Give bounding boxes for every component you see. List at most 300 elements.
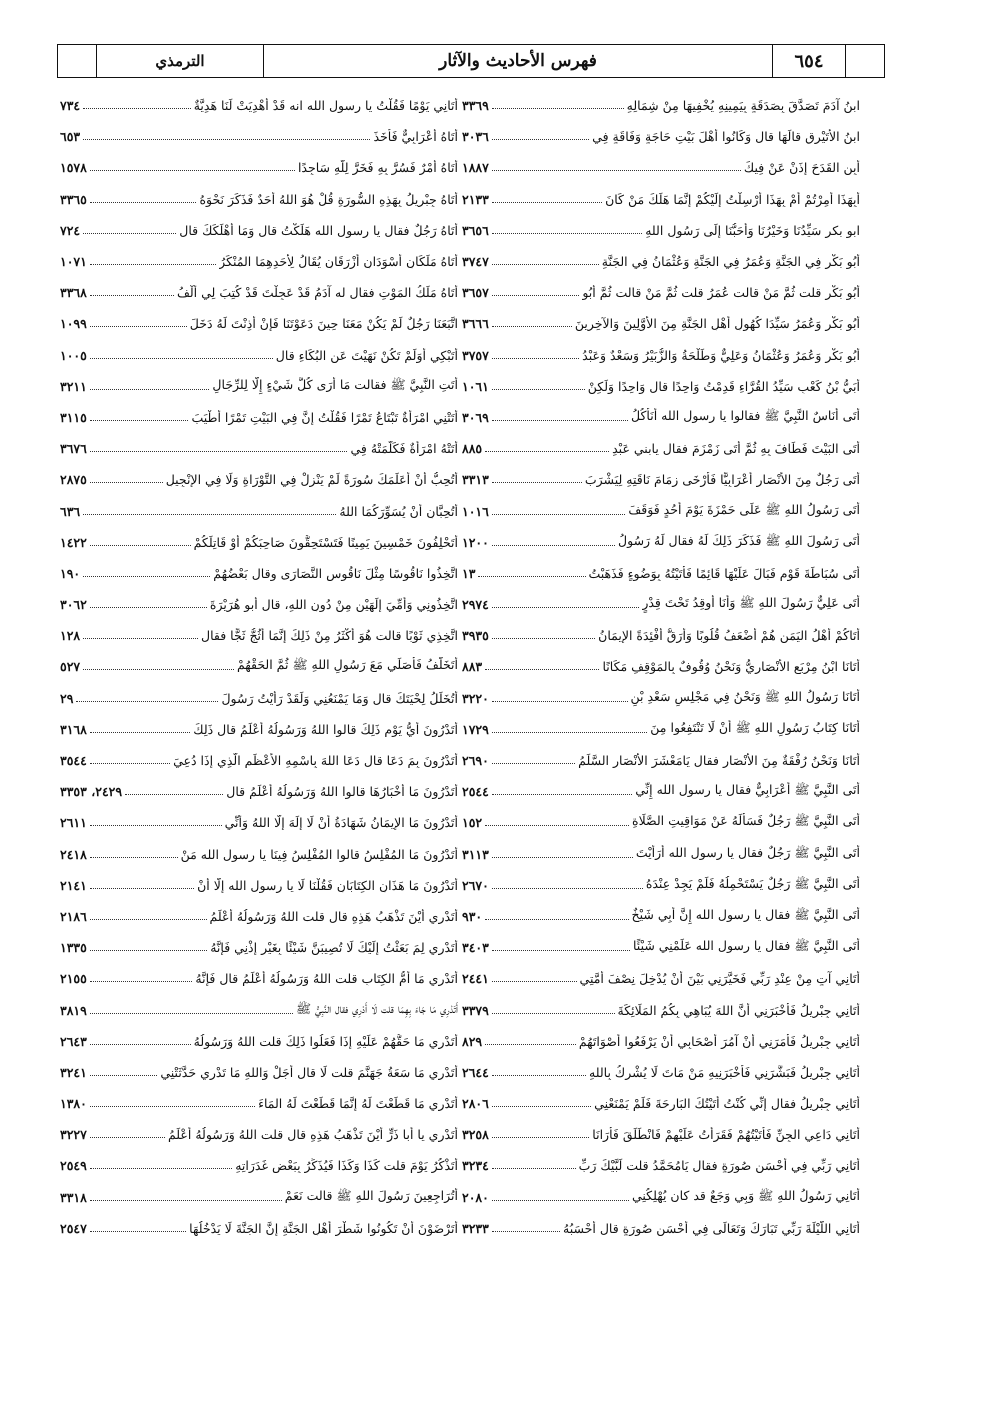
hadith-number: ٣٥٤٤: [60, 753, 87, 769]
hadith-incipit: أَتَى أُنَاسٌ النَّبِيَّ ﷺ فقالوا يا رسول الله أَنَأْكُلُ: [630, 407, 860, 423]
hadith-incipit: أَتَدْرِي أَيْنَ تَذْهَبُ هَذِهِ قال قلت اللهُ وَرَسُولُهُ أَعْلَمُ: [209, 908, 458, 924]
index-entry: [462, 901, 860, 932]
index-entry: [462, 1182, 860, 1213]
hadith-number: ٣٢٢٧: [60, 1127, 87, 1143]
hadith-number: ٣٦٧٦: [60, 441, 87, 457]
hadith-incipit: أَتَدْرُونَ أَيُّ يَوْمٍ ذَلِكَ قالوا اللهُ وَرَسُولُهُ أَعْلَمُ قال ذَلِكَ: [193, 721, 458, 737]
page-title: فهرس الأحاديث والآثار: [264, 45, 773, 77]
hadith-number: ١٠٠٥: [60, 347, 87, 363]
index-entry: [60, 1026, 458, 1057]
hadith-number: ٣٢١١: [60, 378, 87, 394]
dot-leader: [492, 888, 643, 889]
index-entry: [462, 495, 860, 526]
hadith-number: ٢٤١٨: [60, 846, 87, 862]
hadith-number: ٣٤٠٣: [462, 940, 489, 956]
index-entry: [60, 340, 458, 371]
hadith-number: ٢٨٧٥: [60, 472, 87, 488]
hadith-incipit: أَبُو بَكْرٍ وَعُمَرُ وَعُثْمَانُ وَعَلِيٌّ وَطَلْحَةُ وَالزُّبَيْرُ وَسَعْدٌ وَعَبْدُ: [582, 347, 860, 363]
hadith-number: ٣٢٣٣: [462, 1220, 489, 1236]
hadith-incipit: أَتَبْكِي أَوَلَمْ تَكُنْ نَهَيْتَ عَنِ البُكَاءِ قال: [275, 347, 458, 363]
index-entry: [462, 1213, 860, 1244]
dot-leader: [90, 732, 190, 733]
hadith-incipit: أَتَدْرِي مَا أُمُّ الكِتَابِ قلت اللهُ وَرَسُولُهُ أَعْلَمُ قال فَإِنَّهُ: [195, 971, 458, 987]
hadith-number: ٢٨٠٦: [462, 1096, 489, 1112]
index-entry: [462, 215, 860, 246]
hadith-number: ٣٣٦٨: [60, 285, 87, 301]
hadith-incipit: أَتُرَاجِعِينَ رَسُولَ اللهِ ﷺ قالت نَعَمْ: [284, 1187, 458, 1203]
index-entry: [60, 1213, 458, 1244]
hadith-incipit: أَتَدْرِي مَا قَطَعْتَ لَهُ إِنَّمَا قَطَعْتَ لَهُ المَاءَ: [258, 1096, 458, 1112]
hadith-incipit: أَتَحْلِفُونَ خَمْسِينَ يَمِينًا فَتَسْتَحِقُّونَ صَاحِبَكُمْ أَوْ قَاتِلَكُمْ: [193, 534, 458, 550]
index-entry: [60, 776, 458, 807]
dot-leader: [492, 732, 647, 733]
hadith-number: ٢٩: [60, 690, 74, 706]
dot-leader: [485, 669, 599, 670]
hadith-incipit: أَتَدْرِي مَا جَاءَ بِهِمَا قلت لَا أَدْرِي فقال النَّبِيُّ ﷺ: [295, 1000, 458, 1016]
hadith-number: ٢٦٧٠: [462, 877, 489, 893]
dot-leader: [90, 1168, 232, 1169]
index-entry: [60, 901, 458, 932]
dot-leader: [83, 576, 210, 577]
dot-leader: [492, 420, 628, 421]
hadith-incipit: أَتَذْكُرُ يَوْمَ قلت كَذَا وَكَذَا فَيُذَكِّرُ بِبَعْضِ غَدَرَاتِهِ: [235, 1158, 458, 1174]
hadith-number: ٢٤٤١: [462, 971, 489, 987]
index-entry: [462, 776, 860, 807]
hadith-number: ٢١٣٣: [462, 191, 489, 207]
dot-leader: [83, 669, 234, 670]
hadith-number: ١٠١٦: [462, 503, 489, 519]
index-entry: [60, 651, 458, 682]
hadith-number: ١٣: [462, 565, 476, 581]
hadith-number: ٣٣٧٩: [462, 1002, 489, 1018]
hadith-incipit: أَتَخَلَّفُ فَأُصَلِّي مَعَ رَسُولِ اللهِ ﷺ ثُمَّ الحَقْهُمْ: [236, 657, 458, 673]
hadith-incipit: ابنُ الأُتَيْرِقِ قالَهَا قال وَكَانُوا أَهْلَ بَيْتِ حَاجَةٍ وَفَاقَةٍ فِي: [592, 129, 860, 145]
dot-leader: [83, 638, 198, 639]
dot-leader: [492, 1013, 615, 1014]
dot-leader: [492, 108, 624, 109]
hadith-number: ٣٠٦٩: [462, 409, 489, 425]
hadith-number: ٢٦١١: [60, 815, 87, 831]
dot-leader: [492, 358, 579, 359]
hadith-incipit: أَبُو بَكْرٍ فِي الجَنَّةِ وَعُمَرُ فِي الجَنَّةِ وَعُثْمَانُ فِي الجَنَّةِ: [601, 254, 860, 270]
hadith-incipit: أَتَدْرُونَ مَا أَخْبَارُهَا قالوا اللهُ وَرَسُولُهُ أَعْلَمُ قال: [226, 784, 458, 800]
index-entry: [60, 402, 458, 433]
hadith-number: ١٢٠٠: [462, 534, 489, 550]
dot-leader: [492, 794, 632, 795]
dot-leader: [492, 170, 741, 171]
index-entry: [462, 932, 860, 963]
dot-leader: [90, 1200, 282, 1201]
hadith-incipit: أَتَدْرُونَ مَا الإِيمَانُ شَهَادَةُ أَنْ لَا إِلَهَ إِلَّا اللهُ وَأَنِّي: [224, 815, 458, 831]
dot-leader: [90, 919, 207, 920]
hadith-number: ٨٨٣: [462, 659, 483, 675]
hadith-number: ٢١٤١: [60, 877, 87, 893]
index-entry: [60, 152, 458, 183]
index-entry: [60, 308, 458, 339]
dot-leader: [76, 701, 218, 702]
dot-leader: [90, 264, 216, 265]
hadith-number: ٣١١٥: [60, 409, 87, 425]
hadith-incipit: أَتَى النَّبِيَّ ﷺ فقال يا رسول الله عَلِّمْنِي شَيْئًا: [633, 938, 860, 954]
hadith-incipit: أَتَاهُ مَلَكُ المَوْتِ فقال له آدَمُ قَدْ عَجِلْتَ قَدْ كُتِبَ لِي أَلْفُ: [176, 285, 458, 301]
hadith-number: ١٤٢٢: [60, 534, 87, 550]
hadith-number: ٣٠٦٢: [60, 597, 87, 613]
hadith-number: ٣٢٢٠: [462, 690, 489, 706]
hadith-number: ٢٠٨٠: [462, 1189, 489, 1205]
hadith-number: ٣٣٦٥: [60, 191, 87, 207]
index-entry: [60, 121, 458, 152]
hadith-incipit: أَتَتْهُ امْرَأَةٌ فَكَلَّمَتْهُ فِي: [350, 441, 458, 457]
hadith-incipit: أَتَى عَلِيٌّ رَسُولَ اللهِ ﷺ وَأَنَا أُوقِدُ تَحْتَ قِدْرٍ: [642, 595, 860, 611]
dot-leader: [492, 233, 642, 234]
index-entry: [462, 464, 860, 495]
hadith-number: ٣٢٥٨: [462, 1127, 489, 1143]
dot-leader: [492, 1200, 629, 1201]
dot-leader: [492, 264, 599, 265]
dot-leader: [125, 794, 223, 795]
dot-leader: [90, 1137, 165, 1138]
hadith-number: ٣٢٣٤: [462, 1158, 489, 1174]
hadith-incipit: أَبُو بَكْرٍ وَعُمَرُ سَيِّدَا كُهُولِ أَهْلِ الجَنَّةِ مِنَ الأَوَّلِينَ وَالآخِرِينَ: [574, 316, 860, 332]
hadith-incipit: أَتَرْضَوْنَ أَنْ تَكُونُوا شَطْرَ أَهْلِ الجَنَّةِ إِنَّ الجَنَّةَ لَا يَدْخُلُهَا: [189, 1220, 458, 1236]
index-entry: [462, 745, 860, 776]
hadith-incipit: أَتَاهُ مَلَكَانِ أَسْوَدَانِ أَزْرَقَانِ يُقَالُ لِأَحَدِهِمَا المُنْكَرُ: [219, 254, 458, 270]
hadith-incipit: أَتَتْنِي امْرَأَةٌ تَبْتَاعُ تَمْرًا فَقُلْتُ إِنَّ فِي البَيْتِ تَمْرًا أَطْيَبَ: [191, 409, 458, 425]
index-entry: [60, 932, 458, 963]
header-empty-cell-left: [58, 45, 97, 77]
hadith-incipit: أَتَانِي جِبْرِيلُ فَأَمَرَنِي أَنْ آمُرَ أَصْحَابِي أَنْ يَرْفَعُوا أَصْوَاتَهُمْ: [578, 1033, 860, 1049]
dot-leader: [90, 358, 273, 359]
dot-leader: [90, 295, 174, 296]
dot-leader: [492, 1231, 560, 1232]
index-entry: [60, 527, 458, 558]
dot-leader: [90, 1013, 293, 1014]
hadith-incipit: أَتَدْرِي مَا سَعَةُ جَهَنَّمَ قلت لَا قال أَجَلْ وَاللهِ مَا تَدْرِي حَدَّثَتْنِي: [160, 1064, 458, 1080]
dot-leader: [485, 451, 609, 452]
dot-leader: [90, 389, 210, 390]
index-entry: [462, 589, 860, 620]
hadith-number: ١٩٠: [60, 565, 81, 581]
hadith-incipit: أَتَانِي رَبِّي فِي أَحْسَنِ صُورَةٍ فقال يَامُحَمَّدُ قلت لَبَّيْكَ رَبِّ: [578, 1158, 860, 1174]
hadith-number: ١٨٨٧: [462, 160, 489, 176]
hadith-number: ٢١٨٦: [60, 908, 87, 924]
hadith-number: ٩٣٠: [462, 908, 483, 924]
hadith-incipit: اتَّخِذِي ثَوْبًا قالت هُوَ أَكْثَرُ مِنْ ذَلِكَ إِنَّمَا أَثُجُّ ثَجًّا فقال: [200, 628, 458, 644]
index-entry: [462, 121, 860, 152]
index-entry: [462, 839, 860, 870]
dot-leader: [90, 950, 207, 951]
index-entry: [462, 308, 860, 339]
dot-leader: [90, 857, 178, 858]
hadith-incipit: أُبَيُّ بْنُ كَعْبٍ سَيِّدُ القُرَّاءِ قَدِمْتُ وَاحِدًا قال وَاحِدًا وَلَكِنْ: [587, 378, 860, 394]
index-entry: [60, 589, 458, 620]
dot-leader: [90, 451, 348, 452]
hadith-incipit: أَتَاكُمْ أَهْلُ اليَمَنِ هُمْ أَضْعَفُ قُلُوبًا وَأَرَقُّ أَفْئِدَةً الإِيمَانُ: [598, 628, 860, 644]
index-entry: [60, 683, 458, 714]
hadith-incipit: أَتَاهُ أَعْرَابِيٌّ فَأَخَذَ: [373, 129, 458, 145]
hadith-number: ١٣٨٠: [60, 1096, 87, 1112]
hadith-number: ١٠٦١: [462, 378, 489, 394]
hadith-incipit: أَبِهَذَا أُمِرْتُمْ أَمْ بِهَذَا أُرْسِلْتُ إِلَيْكُمْ إِنَّمَا هَلَكَ مَنْ كَانَ: [605, 191, 860, 207]
hadith-number: ٣٩٣٥: [462, 628, 489, 644]
dot-leader: [83, 233, 176, 234]
index-entry: [60, 745, 458, 776]
index-entry: [462, 402, 860, 433]
dot-leader: [485, 1044, 576, 1045]
dot-leader: [492, 1137, 589, 1138]
hadith-incipit: اتَّخِذُونِي وَأُمِّيَ إِلَهَيْنِ مِنْ دُونِ اللهِ، قال أبو هُرَيْرَةَ: [209, 597, 458, 613]
hadith-incipit: أَتَدْرُونَ مَا هَذَانِ الكِتَابَانِ فَقُلْنَا لَا يا رسول الله إِلَّا أَنْ: [197, 877, 458, 893]
dot-leader: [90, 1044, 191, 1045]
dot-leader: [492, 638, 595, 639]
hadith-incipit: أَتَى النَّبِيَّ ﷺ رَجُلٌ فقال يا رسول الله أَرَأَيْتَ: [635, 844, 860, 860]
index-entry: [60, 90, 458, 121]
hadith-incipit: أَتَى سُبَاطَةَ قَوْمٍ فَبَالَ عَلَيْهَا قَائِمًا فَأَتَيْتُهُ بِوَضُوءٍ فَذَهَبْتُ: [588, 565, 860, 581]
dot-leader: [492, 857, 633, 858]
hadith-number: ٣٣٦٩: [462, 98, 489, 114]
dot-leader: [492, 482, 582, 483]
dot-leader: [492, 514, 626, 515]
hadith-number: ٣٨١٩: [60, 1002, 87, 1018]
index-entry: [60, 963, 458, 994]
hadith-incipit: أَتَى النَّبِيَّ ﷺ رَجُلٌ فَسَأَلَهُ عَنْ مَوَاقِيتِ الصَّلَاةِ: [632, 813, 860, 829]
hadith-number: ١٥٢: [462, 815, 483, 831]
index-entry: [462, 683, 860, 714]
hadith-incipit: أَتَانَا ابْنُ مِرْبَعٍ الأَنْصَارِيُّ وَنَحْنُ وُقُوفٌ بِالمَوْقِفِ مَكَانًا: [602, 659, 860, 675]
hadith-incipit: أَتَاهُ أَمْرٌ فَسُرَّ بِهِ فَخَرَّ لِلَّهِ سَاجِدًا: [297, 160, 458, 176]
book-name: الترمذي: [97, 45, 264, 77]
hadith-number: ٣٣١٨: [60, 1189, 87, 1205]
index-entry: [60, 1119, 458, 1150]
dot-leader: [492, 202, 602, 203]
hadith-incipit: أَتَانِي اللَّيْلَةَ رَبِّي تَبَارَكَ وَتَعَالَى فِي أَحْسَنِ صُورَةٍ قال أَحْسَبُهُ: [563, 1220, 860, 1236]
hadith-number: ٢٦٤٣: [60, 1033, 87, 1049]
dot-leader: [90, 1075, 158, 1076]
dot-leader: [83, 514, 336, 515]
hadith-incipit: أَتَانَا وَنَحْنُ رُفْقَةٌ مِنَ الأَنْصَارِ فقال يَامَعْشَرَ الأَنْصَارِ السَّلَمُ: [578, 753, 860, 769]
hadith-incipit: أَتَى النَّبِيَّ ﷺ أَعْرَابِيٌّ فقال يا رسول الله إِنِّي: [635, 782, 860, 798]
hadith-number: ٧٣٤: [60, 98, 81, 114]
index-entry: [60, 495, 458, 526]
hadith-incipit: أَتَانِي آتٍ مِنْ عِنْدِ رَبِّي فَخَيَّرَنِي بَيْنَ أَنْ يُدْخِلَ نِصْفَ أُمَّتِي: [579, 971, 860, 987]
dot-leader: [492, 981, 577, 982]
index-entry: [462, 527, 860, 558]
dot-leader: [90, 607, 207, 608]
hadith-number: ٣٧٤٧: [462, 254, 489, 270]
index-entry: [60, 620, 458, 651]
hadith-number: ١٣٣٥: [60, 940, 87, 956]
hadith-number: ٣٦٥٦: [462, 222, 489, 238]
index-entry: [462, 152, 860, 183]
index-entry: [462, 807, 860, 838]
hadith-number: ٣٢٤١: [60, 1064, 87, 1080]
hadith-incipit: أَتَاهُ جِبْرِيلُ بِهَذِهِ السُّورَةِ قُلْ هُوَ اللهُ أَحَدٌ فَذَكَرَ نَحْوَهُ: [199, 191, 458, 207]
hadith-incipit: أَبُو بَكْرٍ قلت ثُمَّ مَنْ قالت عُمَرُ قلت ثُمَّ مَنْ قالت ثُمَّ أَبُو: [582, 285, 860, 301]
hadith-incipit: اتَّخِذُوا نَاقُوسًا مِثْلَ نَاقُوسِ النَّصَارَى وقال بَعْضُهُمْ: [213, 565, 458, 581]
hadith-incipit: أَتُحِبُّ أَنْ أُعَلِّمَكَ سُورَةً لَمْ يَنْزِلْ فِي التَّوْرَاةِ وَلَا فِي الإِنْجِيلِ: [165, 472, 458, 488]
hadith-number: ٥٢٧: [60, 659, 81, 675]
hadith-incipit: أَتَدْرِي يا أبا ذَرٍّ أَيْنَ تَذْهَبُ هَذِهِ قال قلت اللهُ وَرَسُولُهُ أَعْلَمُ: [167, 1127, 458, 1143]
right-index-column: [462, 90, 860, 1244]
hadith-incipit: أَتَى رَسُولَ اللهِ ﷺ فَذَكَرَ ذَلِكَ لَهُ فقال لَهُ رَسُولُ: [618, 532, 860, 548]
dot-leader: [492, 763, 575, 764]
hadith-number: ٢٥٤٩: [60, 1158, 87, 1174]
hadith-incipit: أَتَدْرُونَ مَا المُفْلِسُ قالوا المُفْلِسُ فِينَا يا رسول الله مَنْ: [180, 846, 458, 862]
index-entry: [462, 1088, 860, 1119]
hadith-incipit: ابو بكر سَيِّدُنَا وَخَيْرُنَا وَأَحَبُّنَا إِلَى رَسُولِ اللهِ: [645, 222, 860, 238]
hadith-incipit: أَتُخَلِّلُ لِحْيَتَكَ قال وَمَا يَمْنَعُنِي وَلَقَدْ رَأَيْتُ رَسُولَ: [221, 690, 458, 706]
index-entry: [462, 1057, 860, 1088]
hadith-incipit: اتَّبَعَنَا رَجُلٌ لَمْ يَكُنْ مَعَنَا حِينَ دَعَوْتَنَا فَإِنْ أَذِنْتَ لَهُ دَخَلَ: [189, 316, 458, 332]
index-entry: [60, 1182, 458, 1213]
dot-leader: [90, 1106, 255, 1107]
hadith-incipit: أَتَانَا رَسُولُ اللهِ ﷺ وَنَحْنُ فِي مَجْلِسِ سَعْدِ بْنِ: [630, 688, 860, 704]
index-entry: [462, 994, 860, 1025]
dot-leader: [90, 981, 193, 982]
index-entry: [60, 371, 458, 402]
hadith-number: ١٧٢٩: [462, 721, 489, 737]
hadith-incipit: أَتَانِي جِبْرِيلُ فقال إِنِّي كُنْتُ أَتَيْتُكَ البَارِحَةَ فَلَمْ يَمْنَعْنِي: [594, 1096, 860, 1112]
index-entry: [60, 558, 458, 589]
index-entry: [60, 215, 458, 246]
index-entry: [462, 277, 860, 308]
dot-leader: [90, 202, 197, 203]
dot-leader: [492, 389, 585, 390]
index-entry: [60, 1088, 458, 1119]
hadith-incipit: أَتَانِي رَسُولُ اللهِ ﷺ وَبِي وَجَعٌ قد كان يُهْلِكُنِي: [631, 1187, 860, 1203]
dot-leader: [485, 919, 628, 920]
hadith-incipit: أَتُحِبَّانِ أَنْ يُسَوِّرَكُمَا اللهُ: [339, 503, 458, 519]
dot-leader: [83, 139, 370, 140]
index-entry: [462, 714, 860, 745]
dot-leader: [90, 825, 222, 826]
hadith-incipit: أَتَانِي يَوْمًا فَقُلْتُ يا رسول الله انه قَدْ أُهْدِيَتْ لَنَا هَدِيَّةٌ: [193, 98, 458, 114]
hadith-number: ٢٥٤٤: [462, 784, 489, 800]
hadith-number: ٣٦٦٦: [462, 316, 489, 332]
index-entry: [462, 1119, 860, 1150]
hadith-incipit: أَتَى النَّبِيَّ ﷺ فقال يا رسول الله إِنَّ أَبِي شَيْخٌ: [631, 906, 860, 922]
index-entry: [462, 651, 860, 682]
hadith-number: ٢١٥٥: [60, 971, 87, 987]
hadith-number: ١٢٨: [60, 628, 81, 644]
hadith-incipit: أَتَانَا كِتَابُ رَسُولِ اللهِ ﷺ أَنْ لَا تَنْتَفِعُوا مِنَ: [650, 719, 860, 735]
hadith-incipit: أَتَدْرِي مَا حَقُّهُمْ عَلَيْهِ إِذَا فَعَلُوا ذَلِكَ قلت اللهُ وَرَسُولُهُ: [193, 1033, 458, 1049]
index-entry: [60, 714, 458, 745]
page-number: ٦٥٤: [773, 45, 846, 77]
dot-leader: [90, 545, 191, 546]
hadith-incipit: أَتَى النَّبِيَّ ﷺ رَجُلٌ يَسْتَحْمِلُهُ فَلَمْ يَجِدْ عِنْدَهُ: [645, 875, 860, 891]
left-index-column: [60, 90, 458, 1244]
dot-leader: [492, 139, 589, 140]
dot-leader: [478, 576, 585, 577]
index-entry: [60, 839, 458, 870]
hadith-incipit: ابنُ آدَمَ تَصَدَّقَ بِصَدَقَةٍ بِيَمِينِهِ يُخْفِيهَا مِنْ شِمَالِهِ: [626, 98, 860, 114]
hadith-number: ٦٣٦: [60, 503, 81, 519]
hadith-number: ١٠٩٩: [60, 316, 87, 332]
dot-leader: [492, 295, 579, 296]
dot-leader: [492, 701, 628, 702]
hadith-incipit: أَتَاهُ رَجُلٌ فقال يا رسول الله هَلَكْتُ قال وَمَا أَهْلَكَكَ قال: [179, 222, 458, 238]
dot-leader: [90, 420, 189, 421]
index-entry: [462, 433, 860, 464]
page-header: [57, 44, 885, 78]
index-entry: [60, 807, 458, 838]
hadith-incipit: أَتَى رَسُولُ اللهِ ﷺ عَلَى حَمْزَةَ يَوْمَ أُحُدٍ فَوَقَفَ: [628, 501, 860, 517]
index-entry: [462, 558, 860, 589]
index-entry: [462, 340, 860, 371]
hadith-number: ٨٢٩: [462, 1033, 483, 1049]
hadith-number: ٢٦٤٤: [462, 1064, 489, 1080]
hadith-incipit: أَتَانِي جِبْرِيلُ فَبَشَّرَنِي فَأَخْبَرَنِيهِ مَنْ مَاتَ لَا يُشْرِكُ بِاللهِ: [589, 1064, 860, 1080]
index-entry: [462, 184, 860, 215]
dot-leader: [90, 1231, 186, 1232]
dot-leader: [492, 326, 572, 327]
hadith-number: ٨٨٥: [462, 441, 483, 457]
index-entry: [60, 1057, 458, 1088]
dot-leader: [492, 1106, 591, 1107]
dot-leader: [492, 545, 615, 546]
index-entry: [462, 246, 860, 277]
hadith-incipit: أَتَتِ النَّبِيَّ ﷺ فقالت مَا أَرَى كُلَّ شَيْءٍ إِلَّا لِلرِّجَالِ: [212, 376, 458, 392]
hadith-number: ٢٦٩٠: [462, 753, 489, 769]
hadith-number: ٣٠٣٦: [462, 129, 489, 145]
hadith-number: ٢٥٤٧: [60, 1220, 87, 1236]
dot-leader: [492, 950, 630, 951]
hadith-incipit: أَبِنِ القَدَحَ إِذَنْ عَنْ فِيكَ: [743, 160, 860, 176]
index-entry: [462, 963, 860, 994]
index-entry: [462, 1150, 860, 1181]
index-entry: [60, 870, 458, 901]
hadith-incipit: أَتَانِي دَاعِي الجِنِّ فَأَتَيْتُهُمْ فَقَرَأْتُ عَلَيْهِمْ فَانْطَلَقَ فَأَرَانَا: [592, 1127, 860, 1143]
index-entry: [462, 620, 860, 651]
dot-leader: [492, 1168, 576, 1169]
index-entry: [60, 433, 458, 464]
hadith-incipit: أَتَدْرُونَ بِمَ دَعَا قال دَعَا اللهَ بِاسْمِهِ الأَعْظَمِ الَّذِي إِذَا دُعِيَ: [173, 753, 458, 769]
index-entry: [462, 371, 860, 402]
index-entry: [462, 870, 860, 901]
hadith-incipit: أَتَى البَيْتَ فَطَافَ بِهِ ثُمَّ أَتَى زَمْزَمَ فقال يابني عَبْدِ: [612, 441, 860, 457]
index-entry: [60, 994, 458, 1025]
dot-leader: [90, 763, 170, 764]
dot-leader: [90, 482, 163, 483]
hadith-incipit: أَتَى رَجُلٌ مِنَ الأَنْصَارِ أَعْرَابِيًّا فَأَرْخَى زِمَامَ نَاقَتِهِ لِيَشْرَبَ: [584, 472, 860, 488]
hadith-number: ٣٦٥٧: [462, 285, 489, 301]
hadith-number: ٣٣١٣: [462, 472, 489, 488]
header-empty-cell-right: [846, 45, 884, 77]
index-entry: [60, 246, 458, 277]
hadith-incipit: أَتَانِي جِبْرِيلُ فَأَخْبَرَنِي أَنَّ اللهَ يُبَاهِي بِكُمُ المَلَائِكَةَ: [617, 1002, 860, 1018]
hadith-number: ٢٤٢٩، ٣٣٥٣: [60, 784, 123, 800]
hadith-number: ٣٧٥٧: [462, 347, 489, 363]
hadith-number: ٣١١٣: [462, 846, 489, 862]
hadith-number: ١٠٧١: [60, 254, 87, 270]
hadith-number: ٣١٦٨: [60, 721, 87, 737]
hadith-number: ١٥٧٨: [60, 160, 87, 176]
dot-leader: [90, 326, 187, 327]
index-entry: [462, 90, 860, 121]
dot-leader: [90, 170, 295, 171]
index-entry: [462, 1026, 860, 1057]
dot-leader: [83, 108, 191, 109]
hadith-number: ٦٥٣: [60, 129, 81, 145]
index-entry: [60, 464, 458, 495]
hadith-number: ٢٩٧٤: [462, 597, 489, 613]
dot-leader: [492, 607, 639, 608]
dot-leader: [485, 825, 629, 826]
index-entry: [60, 184, 458, 215]
index-entry: [60, 1150, 458, 1181]
dot-leader: [90, 888, 194, 889]
